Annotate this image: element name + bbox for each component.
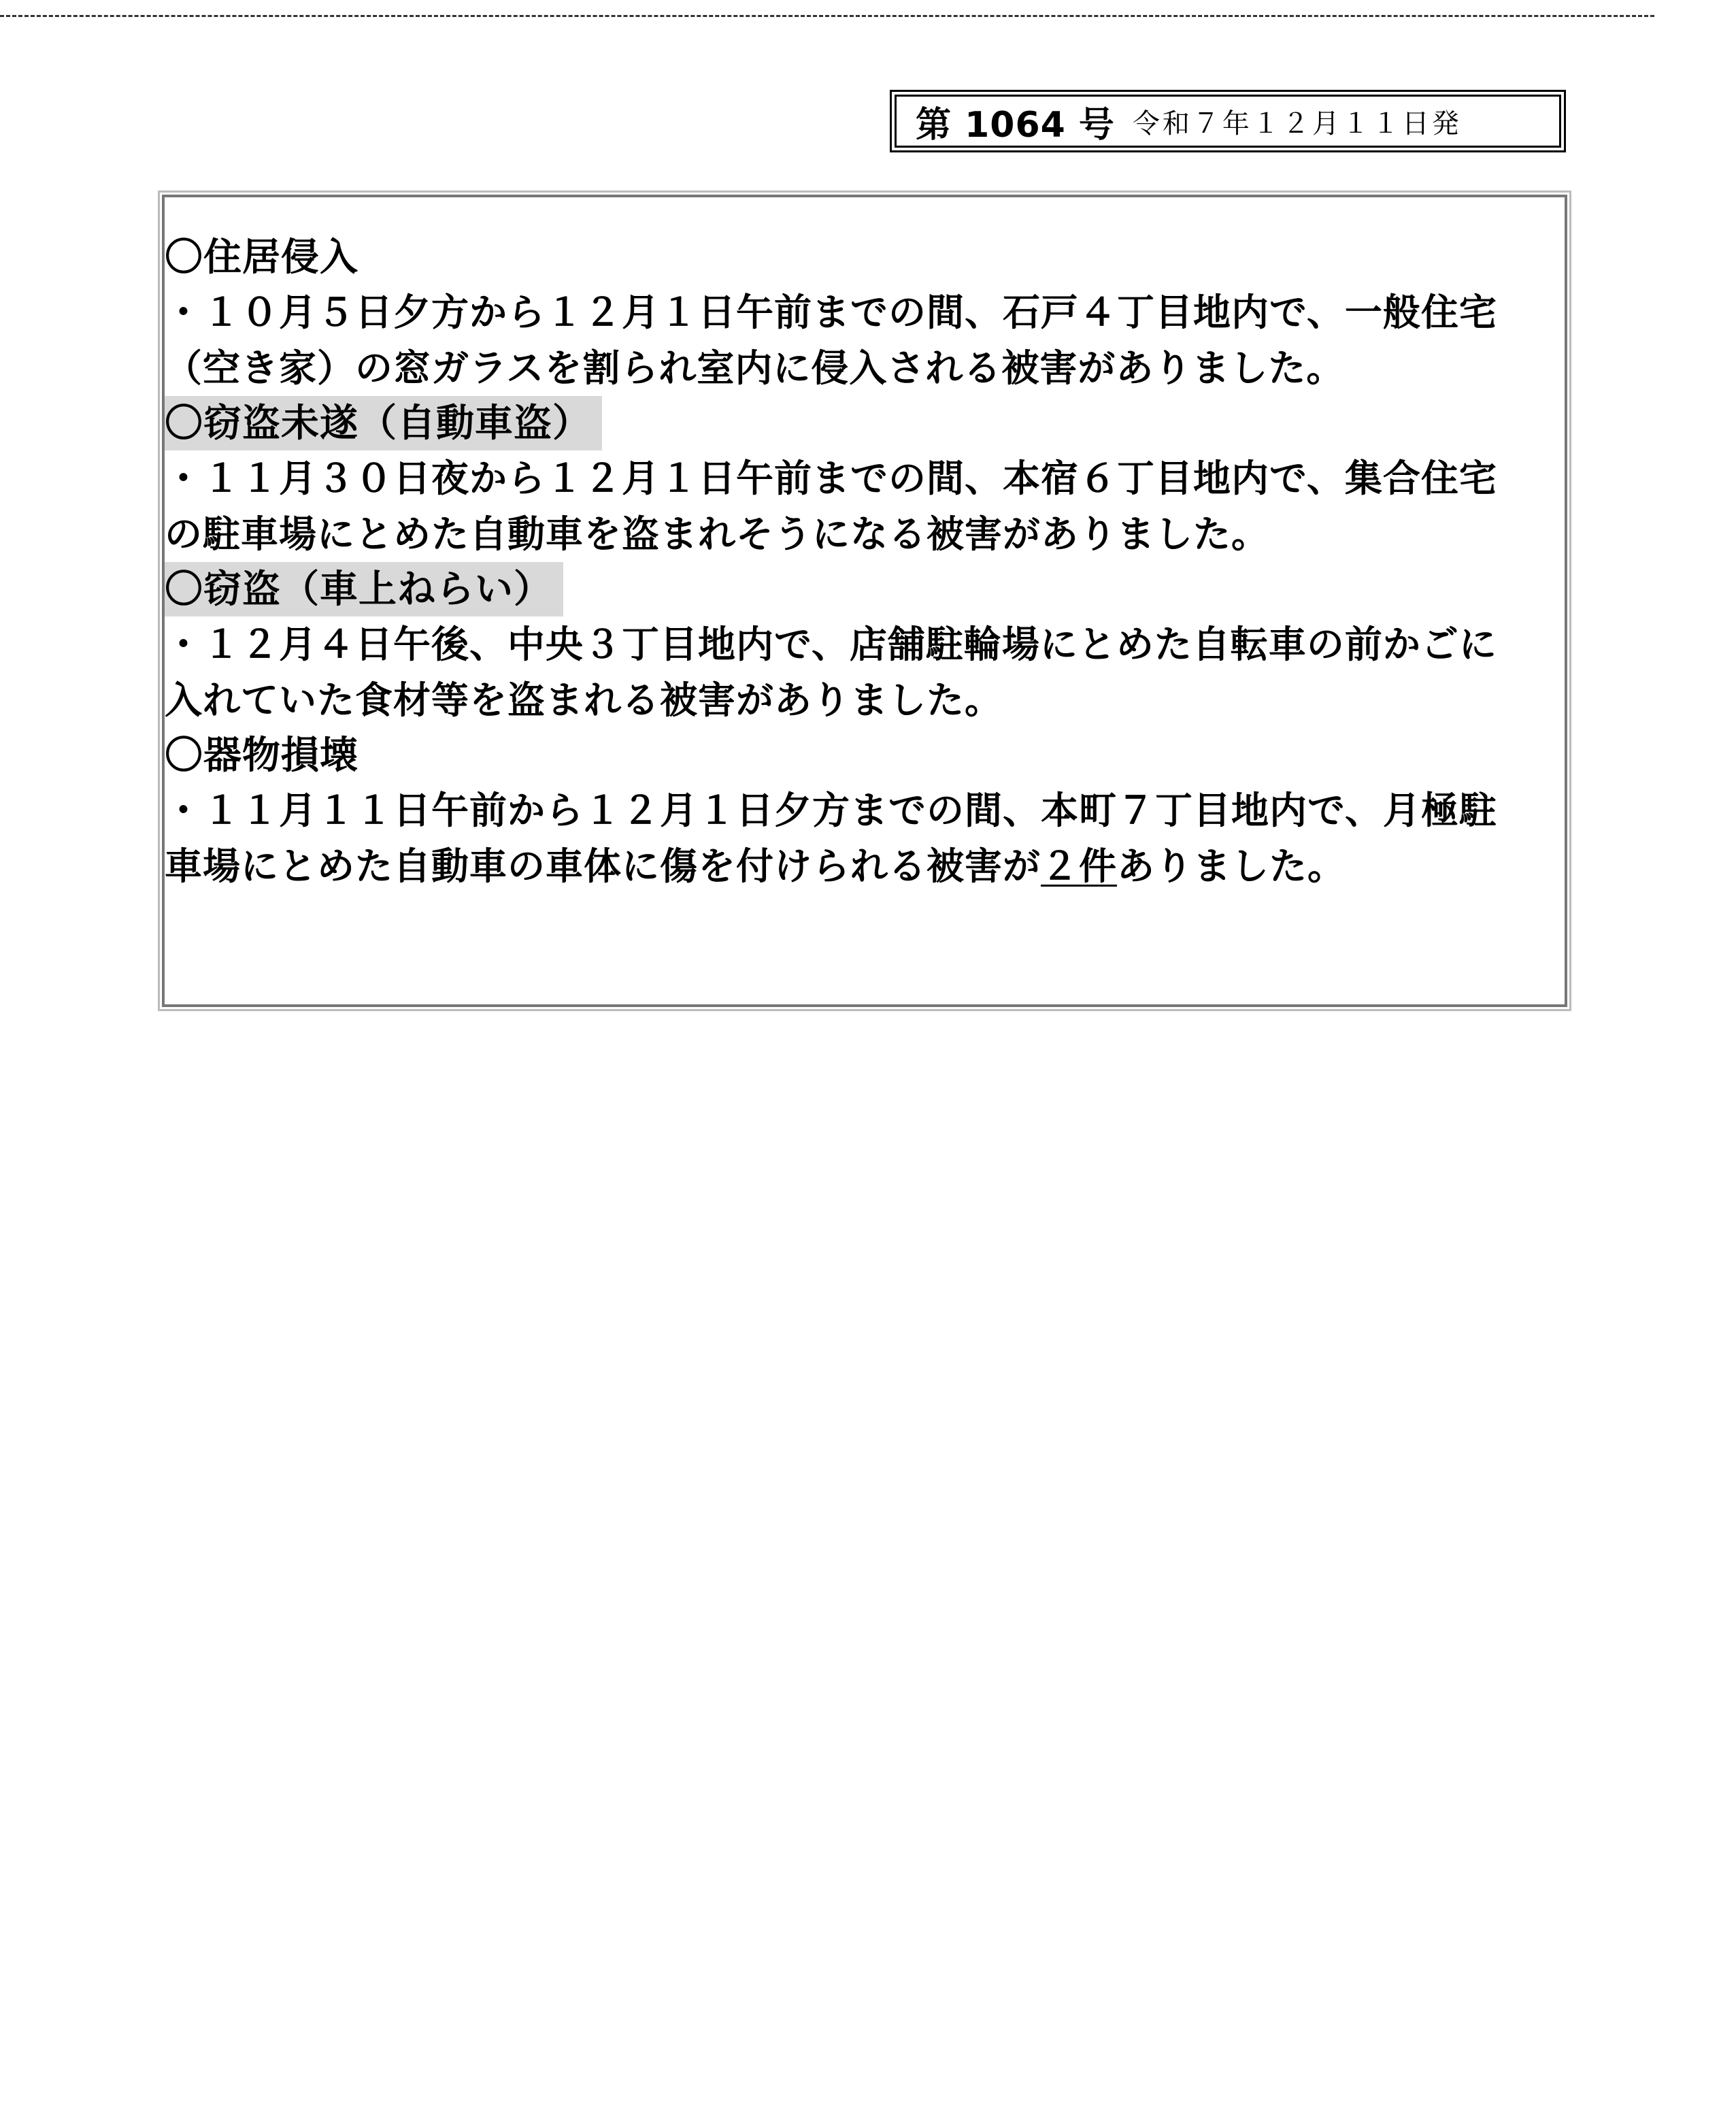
section-body: ・１１月３０日夜から１２月１日午前までの間、本宿６丁目地内で、集合住宅の駐車場にとめた自動車を盗まれそうになる被害がありました。 — [165, 456, 1497, 556]
issue-date: 令和７年１２月１１日発 — [1132, 108, 1462, 139]
section-title: 〇器物損壊 — [165, 733, 358, 778]
section-title: 〇窃盗未遂（自動車盗） — [165, 396, 602, 450]
incident-section-property-damage — [165, 728, 1565, 894]
top-border-line — [0, 15, 1654, 17]
issue-header-box — [890, 90, 1566, 152]
incident-section-vehicle-break-in — [165, 562, 1565, 728]
section-title: 〇窃盗（車上ねらい） — [165, 562, 563, 616]
section-body-text-end: ありました。 — [1117, 844, 1346, 888]
incident-report-box — [162, 195, 1567, 1007]
section-body: ・１０月５日夕方から１２月１日午前までの間、石戸４丁目地内で、一般住宅（空き家）の窓ガラスを割られ室内に侵入される被害がありました。 — [165, 290, 1497, 390]
incident-count-emphasis: ２件 — [1041, 844, 1118, 888]
section-body: ・１２月４日午後、中央３丁目地内で、店舗駐輪場にとめた自転車の前かごに入れていた食材等を盗まれる被害がありました。 — [165, 622, 1497, 722]
issue-number: 第 1064 号 — [916, 104, 1115, 146]
section-body — [165, 783, 1532, 894]
incident-section-attempted-car-theft — [165, 396, 1565, 562]
incident-section-residential-intrusion — [165, 230, 1565, 396]
section-title: 〇住居侵入 — [165, 235, 358, 280]
section-body-text: ・１１月１１日午前から１２月１日夕方までの間、本町７丁目地内で、月極駐車場にとめた自動車の車体に傷を付けられる被害が — [165, 788, 1497, 888]
